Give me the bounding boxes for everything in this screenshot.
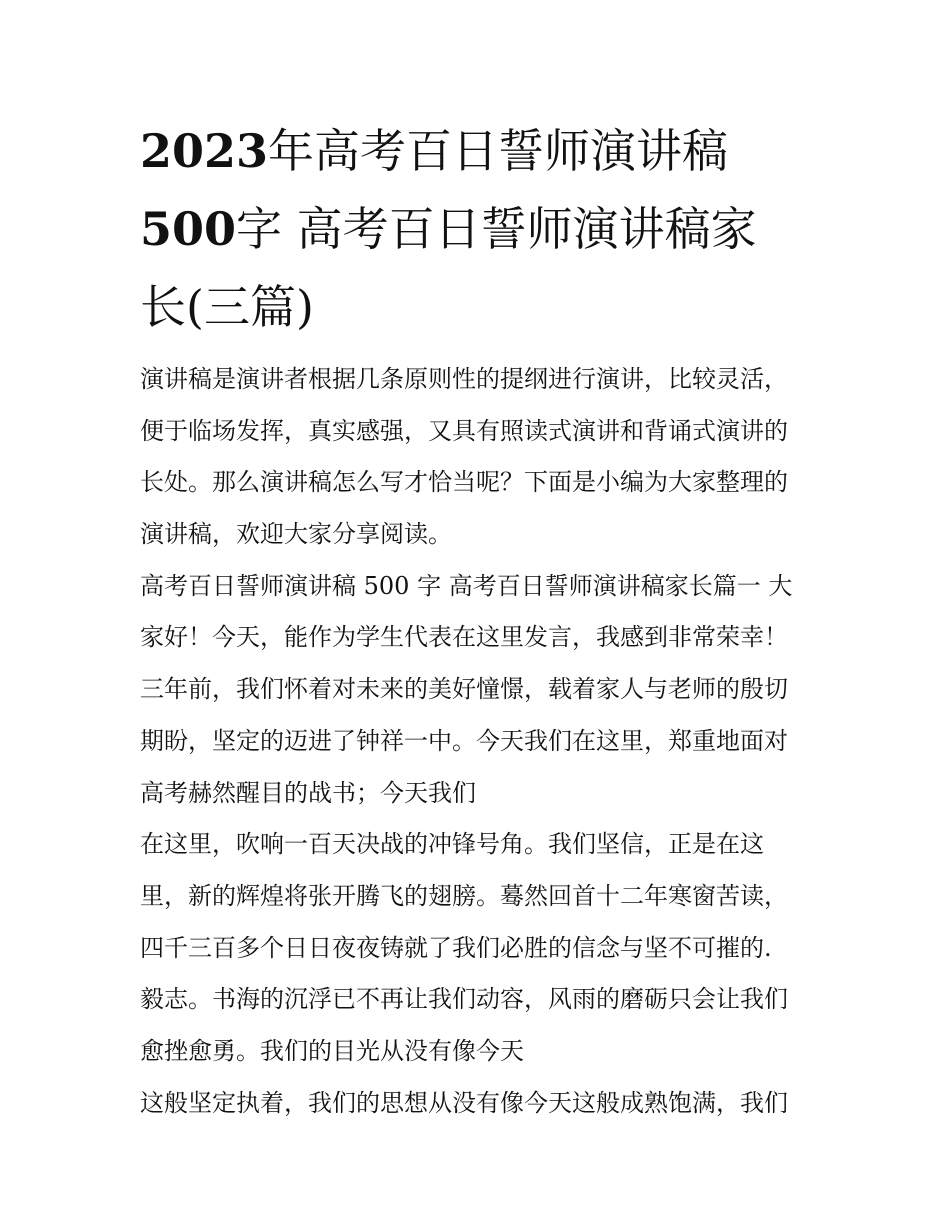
body-line: 高考赫然醒目的战书；今天我们 xyxy=(140,778,476,807)
title-line xyxy=(140,268,840,346)
document-title xyxy=(140,112,840,346)
body-line: 在这里，吹响一百天决战的冲锋号角。我们坚信，正是在这 xyxy=(140,830,764,859)
title-line xyxy=(140,112,840,190)
body-line: 这般坚定执着，我们的思想从没有像今天这般成熟饱满，我们 xyxy=(140,1088,788,1117)
body-line: 高考百日誓师演讲稿 500 字 高考百日誓师演讲稿家长篇一 大 xyxy=(140,571,793,600)
body-line: 里，新的辉煌将张开腾飞的翅膀。蓦然回首十二年寒窗苦读， xyxy=(140,881,788,910)
body-line: 期盼，坚定的迈进了钟祥一中。今天我们在这里，郑重地面对 xyxy=(140,726,788,755)
body-line: 演讲稿，欢迎大家分享阅读。 xyxy=(140,520,452,549)
body-line: 长处。那么演讲稿怎么写才恰当呢？下面是小编为大家整理的 xyxy=(140,468,788,497)
body-line: 演讲稿是演讲者根据几条原则性的提纲进行演讲，比较灵活， xyxy=(140,365,788,393)
body-line: 毅志。书海的沉浮已不再让我们动容，风雨的磨砺只会让我们 xyxy=(140,985,788,1014)
title-year: 2023 xyxy=(140,124,269,178)
title-text: 字 高考百日誓师演讲稿家 xyxy=(236,202,757,256)
title-word-count: 500 xyxy=(140,202,237,256)
document-body xyxy=(140,354,830,1129)
body-line: 愈挫愈勇。我们的目光从没有像今天 xyxy=(140,1036,524,1065)
title-text: 年高考百日誓师演讲稿 xyxy=(268,124,729,178)
body-line: 便于临场发挥，真实感强，又具有照读式演讲和背诵式演讲的 xyxy=(140,416,788,445)
body-line: 三年前，我们怀着对未来的美好憧憬，载着家人与老师的殷切 xyxy=(140,675,788,704)
body-line: 家好！今天，能作为学生代表在这里发言，我感到非常荣幸！ xyxy=(140,623,788,652)
title-line xyxy=(140,190,840,268)
body-line: 四千三百多个日日夜夜铸就了我们必胜的信念与坚不可摧的. xyxy=(140,933,772,962)
title-text: 长(三篇) xyxy=(140,280,314,334)
